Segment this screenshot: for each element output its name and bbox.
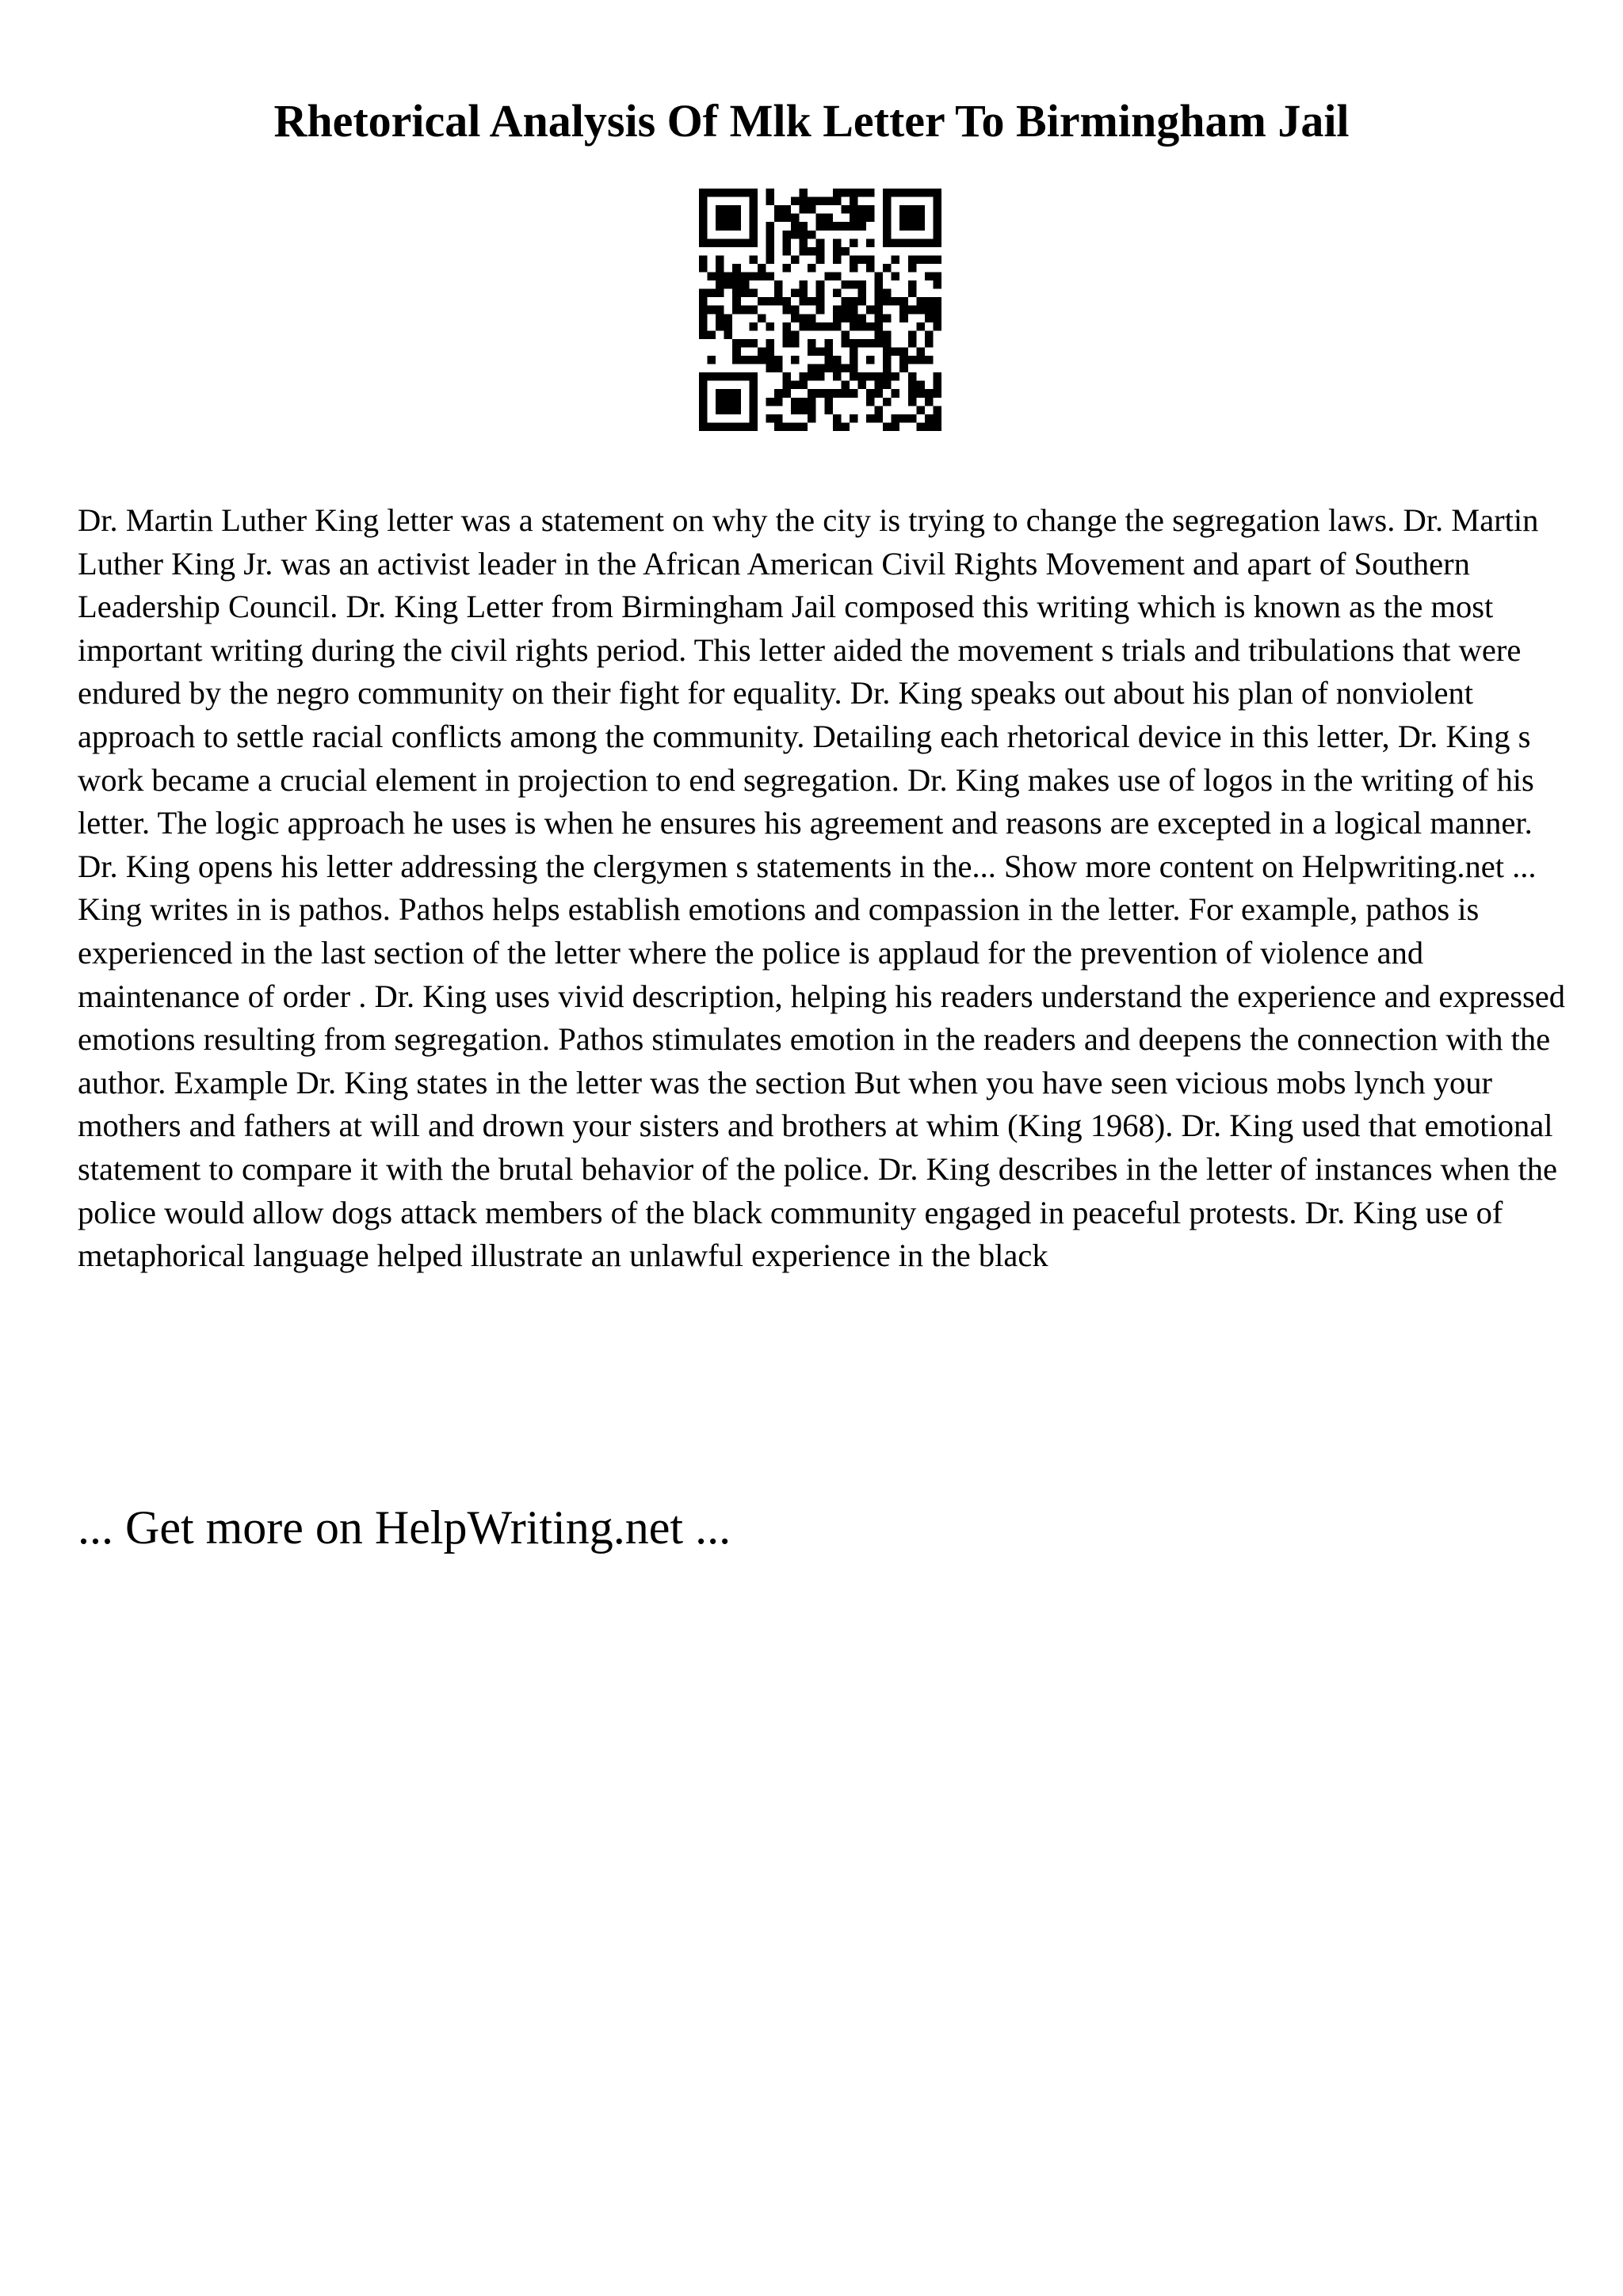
body-paragraph: King writes in is pathos. Pathos helps establish emotions and compassion in the letter. For example, pathos is experienced in the last section of the letter where the police is applaud for the prevention of violence and maintenance of order . Dr. King uses vivid description, helping his readers understand the experience and expressed emotions resulting from segregation. Pathos stimulates emotion in the readers and deepens the connection with the author. Example Dr. King states in the letter was the section But when you have seen vicious mobs lynch your mothers and fathers at will and drown your sisters and brothers at whim (King 1968). Dr. King used that emotional statement to compare it with the brutal behavior of the police. Dr. King describes in the letter of instances when the police would allow dogs attack members of the black community engaged in peaceful protests. Dr. King use of metaphorical language helped illustrate an unlawful experience in the black xyxy=(78,891,1566,1274)
page-title: Rhetorical Analysis Of Mlk Letter To Birmingham Jail xyxy=(273,95,1350,147)
body-paragraph: Dr. Martin Luther King letter was a statement on why the city is trying to change the segregation laws. Dr. Martin Luther King Jr. was an activist leader in the African American Civil Rights Movement and apart of Southern Leadership Council. Dr. King Letter from Birmingham Jail composed this writing which is known as the most important writing during the civil rights period. This letter aided the movement s trials and tribulations that were endured by the negro community on their fight for equality. Dr. King speaks out about his plan of nonviolent approach to settle racial conflicts among the community. Detailing each rhetorical device in this letter, Dr. King s work became a crucial element in projection to end segregation. Dr. King makes use of logos in the writing of his letter. The logic approach he uses is when he ensures his agreement and reasons are excepted in a logical manner. Dr. King opens his letter addressing the clergymen s statements in the... Show more content on Helpwriting.net ... xyxy=(78,502,1539,884)
qr-code-icon xyxy=(699,189,941,431)
get-more-link[interactable]: ... Get more on HelpWriting.net ... xyxy=(78,1501,731,1554)
document-body xyxy=(78,499,1568,1278)
